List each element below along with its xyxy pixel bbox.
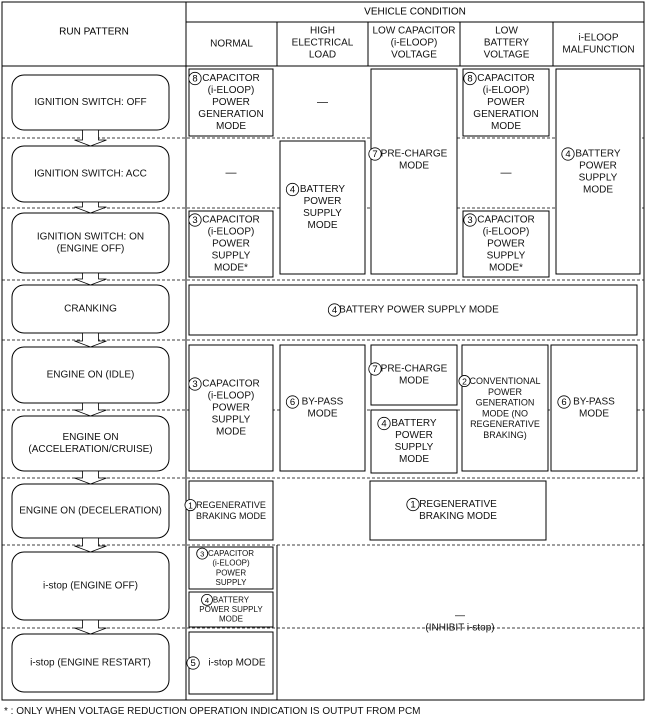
mode-number: 4 [204,595,210,605]
mode-label: BRAKING MODE [195,510,267,521]
mode-box-normal-acc [226,167,237,179]
mode-number: 7 [372,364,378,375]
mode-label: CAPACITOR [477,73,535,84]
mode-label: MODE [491,121,521,132]
run-pattern-label: i-stop (ENGINE OFF) [42,580,139,592]
mode-label: MODE [583,184,613,196]
mode-label: REGENERATIVE [196,500,266,511]
mode-box-lowbat-on [463,211,549,277]
mode-label: POWER [487,97,525,108]
run-pattern-label: IGNITION SWITCH: ON [36,231,145,243]
mode-box-lowbat-conventional [459,345,548,471]
mode-label: BATTERY POWER SUPPLY MODE [339,304,499,316]
mode-label: SUPPLY [303,208,342,219]
mode-number: 3 [192,215,198,226]
run-pattern-heading: RUN PATTERN [59,26,129,38]
table-header [59,7,634,61]
mode-label: MODE* [214,262,248,274]
mode-box-lowbat-acc [501,167,512,179]
run-pattern-label: CRANKING [64,303,117,315]
mode-number: 1 [188,500,193,511]
run-pattern-column [12,75,169,692]
mode-label: POWER [212,402,250,414]
mode-boxes [185,69,640,694]
mode-number: 6 [289,397,296,408]
mode-label: POWER [212,238,250,250]
mode-label: (i-ELOOP) [482,226,530,238]
mode-box-lowcap-precharge [369,69,457,274]
mode-box-normal-istop-bat [189,592,273,627]
mode-label: — [317,96,328,109]
mode-number: 5 [190,658,196,669]
mode-label: (INHIBIT i-stop) [425,622,495,634]
mode-label: (i-ELOOP) [207,226,255,238]
mode-label: MODE [216,121,246,132]
mode-label: GENERATION [198,109,264,120]
mode-label: POWER [215,568,247,578]
mode-label: MODE [219,614,243,624]
mode-label: — [500,167,512,179]
mode-label: CAPACITOR [477,214,535,226]
mode-number: 8 [192,73,198,85]
mode-label: BY-PASS [301,396,344,408]
mode-box-frame [371,69,457,274]
mode-box-lowcap-precharge-idle [369,345,457,405]
mode-label: BATTERY [212,595,250,605]
mode-number: 4 [565,149,571,160]
mode-box-inhibit [425,611,494,634]
mode-box-normal-on [189,211,273,277]
mode-number: 4 [331,305,338,316]
mode-label: POWER [212,97,250,108]
mode-box-high-off [317,97,328,109]
mode-box-lowbat-off [463,69,549,136]
mode-label: MODE* [489,262,523,274]
column-heading: (i-ELOOP) [390,37,438,49]
mode-number: 3 [200,549,205,559]
column-heading: LOW [495,25,518,37]
flow-arrow [75,202,107,213]
mode-number: 7 [372,149,378,160]
column-heading: LOW CAPACITOR [372,25,456,37]
mode-label: CAPACITOR [208,549,254,559]
mode-label: MODE [399,454,429,465]
mode-label: (i-ELOOP) [207,390,255,402]
mode-number: 2 [462,376,467,387]
mode-label: CAPACITOR [202,378,260,390]
run-pattern-label: ENGINE ON (DECELERATION) [19,505,162,517]
mode-label: POWER [303,196,342,207]
mode-number: 6 [561,397,567,408]
mode-label: PRE-CHARGE [380,363,448,375]
run-pattern-label: (ENGINE OFF) [56,243,125,255]
column-heading: ELECTRICAL [291,37,354,49]
mode-label: GENERATION [473,109,539,120]
mode-label: MODE [399,375,429,387]
column-heading: BATTERY [483,37,530,49]
footnote: * : ONLY WHEN VOLTAGE REDUCTION OPERATION INDICATION IS OUTPUT FROM PCM [4,706,421,717]
run-pattern-label: (ACCELERATION/CRUISE) [28,444,153,455]
mode-number: 4 [381,418,387,430]
flow-arrow [75,403,107,416]
mode-box-normal-istop-cap [189,547,273,589]
mode-label: CONVENTIONAL [469,376,541,386]
column-heading: NORMAL [210,38,253,50]
mode-label: CAPACITOR [202,214,260,226]
mode-label: SUPPLY [211,414,251,426]
mode-label: POWER [395,430,433,441]
run-pattern-label: ENGINE ON [62,432,119,443]
column-heading: LOAD [308,49,337,61]
mode-label: SUPPLY [215,577,247,587]
mode-label: i-stop MODE [208,657,266,669]
mode-label: — [225,167,237,179]
mode-box-high-battery [280,141,365,274]
mode-label: BATTERY [299,184,346,195]
mode-label: BATTERY [575,148,621,160]
mode-box-malf-bypass [551,345,637,471]
mode-number: 3 [192,379,198,390]
column-heading: VOLTAGE [391,49,437,61]
mode-label: — [455,610,465,622]
mode-label: BRAKING) [483,430,527,440]
mode-label: REGENERATIVE [419,499,497,510]
mode-box-normal-restart [187,632,273,694]
mode-label: SUPPLY [211,250,251,262]
mode-box-high-bypass [280,345,365,471]
run-pattern-label: ENGINE ON (IDLE) [46,369,135,381]
mode-label: (i-ELOOP) [207,85,255,96]
mode-label: MODE [399,160,429,172]
vehicle-condition-heading: VEHICLE CONDITION [364,6,466,18]
run-pattern-label: IGNITION SWITCH: OFF [34,97,147,108]
mode-label: POWER SUPPLY [199,605,263,614]
mode-number: 1 [410,499,416,511]
mode-number: 4 [289,184,296,196]
mode-label: MODE [307,220,338,231]
mode-label: SUPPLY [486,250,526,262]
mode-label: BRAKING MODE [419,511,497,522]
column-heading: i-ELOOP [578,32,619,44]
column-heading: HIGH [310,25,335,37]
run-pattern-label: i-stop (ENGINE RESTART) [30,657,151,669]
mode-label: POWER [487,238,525,250]
mode-label: SUPPLY [578,172,618,184]
mode-box-frame [556,69,640,274]
mode-box-malf-battery [556,69,640,274]
mode-box-lowcap-battery [371,410,457,473]
mode-label: (i-ELOOP) [482,85,530,96]
mode-box-normal-regen [185,481,273,540]
mode-box-cranking-battery [189,285,637,335]
flow-arrow [75,620,107,634]
flow-arrow [75,471,107,484]
mode-number: 8 [467,73,473,85]
mode-label: MODE [579,408,609,420]
mode-label: MODE (NO [482,408,528,419]
flow-arrow [75,273,107,285]
mode-label: POWER [579,160,617,172]
mode-label: SUPPLY [394,442,434,453]
mode-number: 3 [467,215,473,226]
mode-label: REGENERATIVE [470,419,540,430]
mode-label: CAPACITOR [202,73,260,84]
mode-label: MODE [216,426,246,438]
column-heading: VOLTAGE [483,49,530,61]
mode-box-normal-off [189,69,273,136]
mode-label: POWER [487,386,523,397]
mode-label: BY-PASS [573,396,615,408]
mode-box-normal-capacitor [189,345,273,471]
mode-label: MODE [307,408,338,420]
column-heading: MALFUNCTION [562,44,635,56]
mode-label: PRE-CHARGE [380,148,448,160]
mode-label: (i-ELOOP) [212,558,250,568]
mode-box-lowcap-regen [370,481,546,540]
mode-label: BATTERY [391,418,437,429]
run-pattern-label: IGNITION SWITCH: ACC [34,168,147,180]
mode-label: GENERATION [475,397,535,408]
